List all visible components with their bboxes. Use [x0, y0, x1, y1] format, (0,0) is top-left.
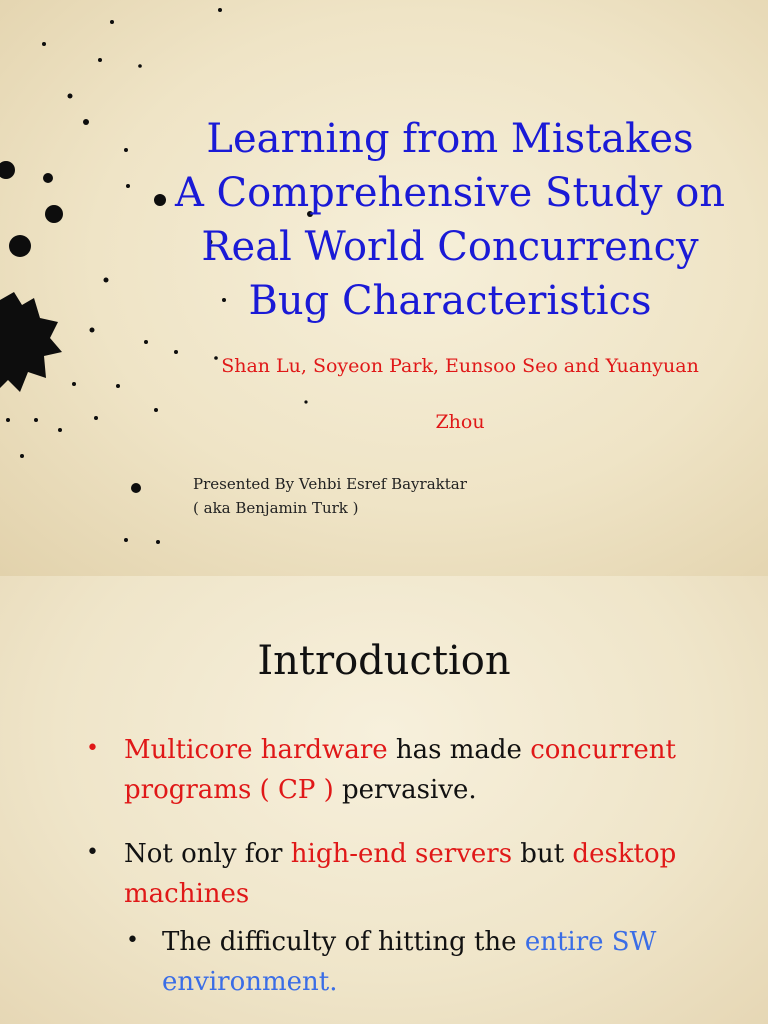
bullet-text: Not only for	[124, 839, 291, 869]
bullet-text-highlight: entire SW	[524, 927, 657, 957]
title-line: A Comprehensive Study on	[174, 170, 726, 216]
bullet-item	[124, 730, 676, 810]
introduction-slide	[0, 576, 768, 1024]
bullet-text: pervasive.	[333, 775, 477, 805]
bullet-text: but	[512, 839, 573, 869]
title-line: Learning from Mistakes	[206, 116, 694, 162]
bullet-text-highlight: programs ( CP )	[124, 775, 334, 805]
bullet-text-highlight: desktop	[572, 839, 677, 869]
authors	[190, 338, 730, 450]
authors-line: Shan Lu, Soyeon Park, Eunsoo Seo and Yuanyuan	[221, 355, 699, 377]
presenter-alias: ( aka Benjamin Turk )	[193, 499, 359, 517]
presenter-line: Presented By Vehbi Esref Bayraktar	[193, 475, 467, 493]
bullet-text-highlight: concurrent	[530, 735, 676, 765]
bullet-text: has made	[387, 735, 531, 765]
sub-bullet-marker: •	[126, 928, 139, 953]
bullet-text: The difficulty of hitting the	[162, 927, 525, 957]
bullet-item	[124, 834, 676, 914]
slide-title: Introduction	[257, 638, 511, 684]
bullet-text-highlight: environment.	[162, 967, 338, 997]
bullet-text-highlight: high-end servers	[290, 839, 513, 869]
title-line: Real World Concurrency	[201, 224, 699, 270]
authors-line: Zhou	[435, 411, 485, 433]
sub-bullet-item	[162, 922, 656, 1002]
presentation-title	[170, 112, 730, 328]
bullet-marker: •	[86, 736, 99, 761]
bullet-marker: •	[86, 840, 99, 865]
presenter-info	[193, 472, 467, 520]
title-line: Bug Characteristics	[248, 278, 652, 324]
bullet-text-highlight: machines	[124, 879, 250, 909]
bullet-text-highlight: Multicore hardware	[124, 735, 388, 765]
